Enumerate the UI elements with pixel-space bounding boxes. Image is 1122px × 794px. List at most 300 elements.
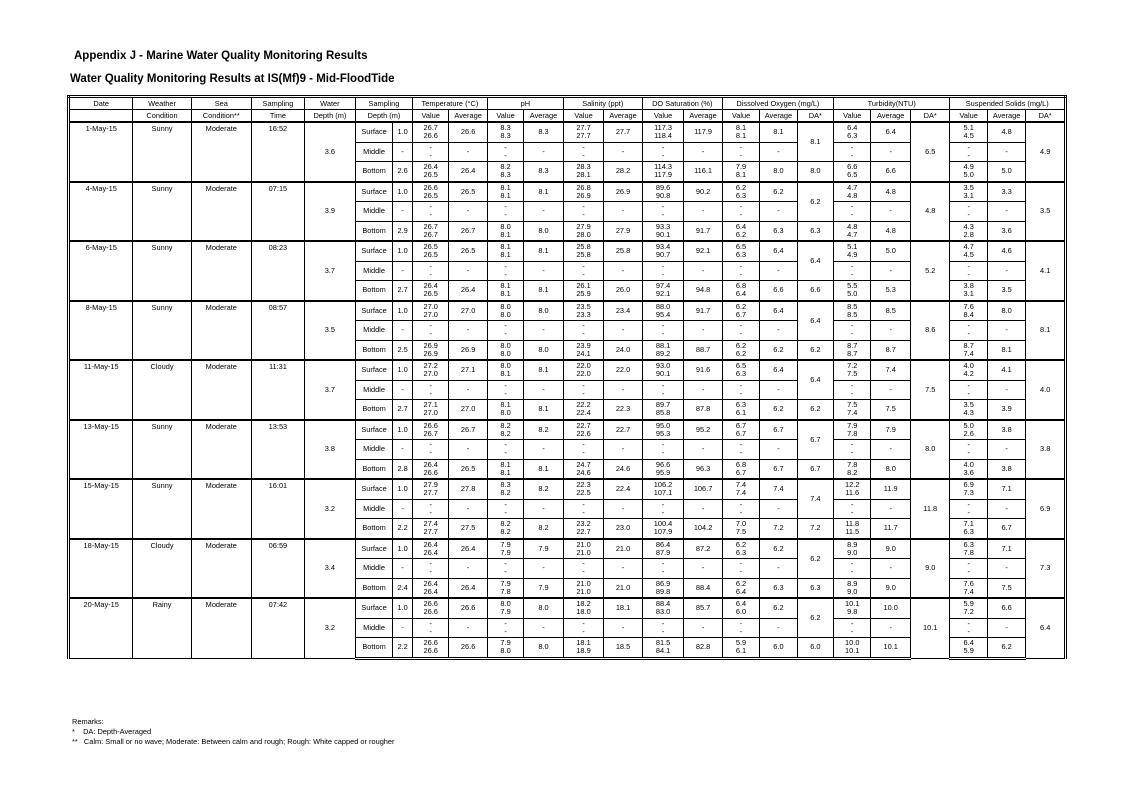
ph-values-2: 7.9 xyxy=(500,607,511,617)
turbidity-values-2: - xyxy=(851,567,854,577)
sampling-time-cell: 16:52 xyxy=(251,122,304,182)
suspended-solids-average: 7.1 xyxy=(987,539,1025,559)
turbidity-values-2: 9.0 xyxy=(847,586,858,596)
weather-cell: Cloudy xyxy=(133,360,191,420)
sampling-depth-cell: 2.2 xyxy=(393,638,413,659)
dissolved-oxygen-values xyxy=(722,301,759,321)
salinity-average: 27.9 xyxy=(604,221,642,241)
header-sampling-depth: Sampling xyxy=(355,97,412,110)
temperature-values xyxy=(413,499,449,519)
salinity-values-2: 26.9 xyxy=(576,190,591,200)
do-saturation-values-1: 89.6 xyxy=(655,182,671,192)
turbidity-average: - xyxy=(871,440,911,460)
turbidity-values-2: 8.7 xyxy=(847,348,858,358)
dissolved-oxygen-bottom-da: 6.3 xyxy=(797,578,833,598)
salinity-values-1: 18.1 xyxy=(576,638,591,648)
salinity-values xyxy=(563,618,604,638)
salinity-values xyxy=(563,122,604,142)
temperature-values-1: - xyxy=(429,440,432,450)
salinity-values-1: 25.8 xyxy=(576,242,591,252)
do-saturation-values xyxy=(642,360,684,380)
suspended-solids-values xyxy=(950,380,987,400)
suspended-solids-da: 3.8 xyxy=(1026,420,1066,480)
temperature-values xyxy=(413,539,449,559)
turbidity-values-1: 4.8 xyxy=(847,221,858,231)
ph-values xyxy=(487,539,523,559)
ph-values xyxy=(487,321,523,341)
do-saturation-average: - xyxy=(684,321,722,341)
temperature-values-2: 27.7 xyxy=(423,488,438,498)
dissolved-oxygen-values-2: 6.2 xyxy=(735,229,747,239)
salinity-average: 22.7 xyxy=(604,420,642,440)
ph-values-1: 8.2 xyxy=(500,420,511,430)
temperature-average: 26.4 xyxy=(449,578,487,598)
suspended-solids-values-2: 3.1 xyxy=(963,190,974,200)
sampling-depth-cell: 1.0 xyxy=(393,479,413,499)
temperature-values xyxy=(413,360,449,380)
dissolved-oxygen-average: 6.2 xyxy=(760,340,797,360)
do-saturation-values-1: - xyxy=(661,499,665,509)
salinity-values-2: 22.4 xyxy=(576,408,591,418)
dissolved-oxygen-values-1: 7.4 xyxy=(735,480,747,490)
do-saturation-average: - xyxy=(684,499,722,519)
dissolved-oxygen-values xyxy=(722,440,759,460)
turbidity-values-1: - xyxy=(851,618,854,628)
ph-values-1: - xyxy=(504,618,507,628)
dissolved-oxygen-values xyxy=(722,360,759,380)
suspended-solids-values-1: 5.0 xyxy=(963,420,974,430)
sampling-depth-cell: 1.0 xyxy=(393,301,413,321)
suspended-solids-values-2: 2.8 xyxy=(963,229,974,239)
dissolved-oxygen-values xyxy=(722,559,759,579)
ph-values xyxy=(487,142,523,162)
turbidity-average: 6.6 xyxy=(871,162,911,182)
dissolved-oxygen-values-1: - xyxy=(739,321,743,331)
do-saturation-values xyxy=(642,539,684,559)
suspended-solids-values-2: 7.2 xyxy=(963,607,974,617)
dissolved-oxygen-values-1: 5.9 xyxy=(735,638,747,648)
water-depth-cell: 3.9 xyxy=(304,182,355,242)
turbidity-average: - xyxy=(871,499,911,519)
turbidity-average: 9.0 xyxy=(871,578,911,598)
ph-average: 8.2 xyxy=(524,519,564,539)
suspended-solids-values-2: - xyxy=(967,269,970,279)
ph-values-1: 8.0 xyxy=(500,221,511,231)
table-row xyxy=(69,360,1066,380)
temperature-values xyxy=(413,459,449,479)
do-saturation-average: 87.2 xyxy=(684,539,722,559)
sampling-time-cell: 08:23 xyxy=(251,241,304,301)
salinity-average: 21.0 xyxy=(604,539,642,559)
turbidity-da: 6.5 xyxy=(910,122,950,182)
dissolved-oxygen-bottom-da: 6.2 xyxy=(797,400,833,420)
turbidity-values xyxy=(834,559,871,579)
turbidity-values xyxy=(834,281,871,301)
sampling-level-cell: Surface xyxy=(355,420,392,440)
do-saturation-values xyxy=(642,578,684,598)
suspended-solids-values-1: 3.5 xyxy=(963,400,974,410)
sampling-depth-cell: 2.8 xyxy=(393,459,413,479)
temperature-average: 26.4 xyxy=(449,281,487,301)
do-saturation-values-2: 92.1 xyxy=(655,289,671,299)
turbidity-values xyxy=(834,380,871,400)
do-saturation-average: 117.9 xyxy=(684,122,722,142)
turbidity-values-2: 4.8 xyxy=(847,190,858,200)
salinity-values-2: 24.6 xyxy=(576,467,591,477)
sampling-time-cell: 16:01 xyxy=(251,479,304,539)
salinity-average: 22.0 xyxy=(604,360,642,380)
ph-values-2: 8.0 xyxy=(500,408,511,418)
ph-values-1: - xyxy=(504,202,507,212)
temperature-values-1: - xyxy=(429,142,432,152)
water-quality-table xyxy=(67,95,1067,660)
do-saturation-values xyxy=(642,340,684,360)
salinity-average: 22.4 xyxy=(604,479,642,499)
dissolved-oxygen-values-2: - xyxy=(739,507,743,517)
suspended-solids-values-2: - xyxy=(967,150,970,160)
salinity-average: 27.7 xyxy=(604,122,642,142)
salinity-average: - xyxy=(604,618,642,638)
dissolved-oxygen-da: 7.4 xyxy=(797,479,833,519)
ph-values-2: 8.2 xyxy=(500,488,511,498)
header-average: Average xyxy=(987,110,1025,123)
temperature-values xyxy=(413,400,449,420)
suspended-solids-values xyxy=(950,202,987,222)
do-saturation-values-2: 107.9 xyxy=(653,527,673,537)
temperature-values-1: 27.9 xyxy=(423,480,438,490)
header-value: Value xyxy=(413,110,449,123)
turbidity-values-2: - xyxy=(851,210,854,220)
dissolved-oxygen-bottom-da: 6.0 xyxy=(797,638,833,659)
do-saturation-values xyxy=(642,122,684,142)
ph-values xyxy=(487,559,523,579)
temperature-values-1: - xyxy=(429,559,432,569)
suspended-solids-average: 3.3 xyxy=(987,182,1025,202)
suspended-solids-values-2: 7.4 xyxy=(963,586,974,596)
turbidity-values-1: 10.1 xyxy=(845,599,860,609)
weather-cell: Cloudy xyxy=(133,539,191,599)
salinity-average: 28.2 xyxy=(604,162,642,182)
salinity-values xyxy=(563,380,604,400)
turbidity-values-1: 8.7 xyxy=(847,340,858,350)
temperature-values xyxy=(413,301,449,321)
salinity-average: 23.4 xyxy=(604,301,642,321)
dissolved-oxygen-average: - xyxy=(760,440,797,460)
salinity-values-1: - xyxy=(582,440,585,450)
ph-values-1: 8.1 xyxy=(500,242,511,252)
suspended-solids-average: 3.6 xyxy=(987,221,1025,241)
ph-values-2: 7.8 xyxy=(500,586,511,596)
ph-values-1: 8.0 xyxy=(500,340,511,350)
ph-values-1: 8.1 xyxy=(500,281,511,291)
temperature-values-2: - xyxy=(429,329,432,339)
dissolved-oxygen-values-2: 6.7 xyxy=(735,309,747,319)
do-saturation-values-1: 88.1 xyxy=(655,340,671,350)
salinity-values-2: - xyxy=(582,329,585,339)
dissolved-oxygen-values xyxy=(722,539,759,559)
dissolved-oxygen-bottom-da: 6.3 xyxy=(797,221,833,241)
temperature-values-2: 26.6 xyxy=(423,607,438,617)
temperature-values-2: 26.5 xyxy=(423,170,438,180)
salinity-values xyxy=(563,261,604,281)
header-sampling-time-sub: Time xyxy=(251,110,304,123)
ph-values-1: - xyxy=(504,380,507,390)
header-average: Average xyxy=(449,110,487,123)
ph-values xyxy=(487,578,523,598)
temperature-values-2: 27.0 xyxy=(423,309,438,319)
ph-average: 7.9 xyxy=(524,578,564,598)
salinity-values xyxy=(563,321,604,341)
temperature-values xyxy=(413,479,449,499)
header-suspended-solids: Suspended Solids (mg/L) xyxy=(950,97,1066,110)
date-cell: 15-May-15 xyxy=(69,479,133,539)
salinity-values-2: - xyxy=(582,507,585,517)
weather-cell: Sunny xyxy=(133,420,191,480)
do-saturation-values-1: 86.9 xyxy=(655,578,671,588)
sampling-level-cell: Bottom xyxy=(355,638,392,659)
sea-condition-cell: Moderate xyxy=(191,420,251,480)
salinity-values xyxy=(563,202,604,222)
ph-values-1: - xyxy=(504,261,507,271)
ph-values-2: 8.0 xyxy=(500,348,511,358)
turbidity-values-1: - xyxy=(851,261,854,271)
temperature-values-1: 26.6 xyxy=(423,420,438,430)
temperature-average: - xyxy=(449,321,487,341)
turbidity-values xyxy=(834,321,871,341)
turbidity-average: 8.5 xyxy=(871,301,911,321)
do-saturation-average: - xyxy=(684,261,722,281)
weather-cell: Sunny xyxy=(133,301,191,361)
turbidity-values-2: 6.5 xyxy=(847,170,858,180)
header-value: Value xyxy=(642,110,684,123)
turbidity-da: 11.8 xyxy=(910,479,950,539)
suspended-solids-values-1: 5.9 xyxy=(963,599,974,609)
turbidity-average: - xyxy=(871,618,911,638)
ph-values-2: 8.1 xyxy=(500,229,511,239)
sampling-level-cell: Middle xyxy=(355,440,392,460)
temperature-values-2: 26.6 xyxy=(423,467,438,477)
sampling-depth-cell: - xyxy=(393,499,413,519)
ph-values-2: - xyxy=(504,329,507,339)
header-da: DA* xyxy=(797,110,833,123)
do-saturation-values-2: 118.4 xyxy=(654,131,673,141)
temperature-values-2: - xyxy=(429,567,432,577)
ph-average: 8.2 xyxy=(524,479,564,499)
turbidity-average: 7.4 xyxy=(871,360,911,380)
header-blank xyxy=(69,110,133,123)
ph-values-1: - xyxy=(504,440,507,450)
suspended-solids-values-2: 2.6 xyxy=(963,428,974,438)
do-saturation-values-1: 117.3 xyxy=(654,123,673,133)
salinity-average: 22.3 xyxy=(604,400,642,420)
sampling-level-cell: Surface xyxy=(355,360,392,380)
suspended-solids-values-2: - xyxy=(967,388,970,398)
water-depth-cell: 3.2 xyxy=(304,598,355,658)
dissolved-oxygen-average: - xyxy=(760,142,797,162)
do-saturation-average: 96.3 xyxy=(684,459,722,479)
suspended-solids-da: 4.1 xyxy=(1026,241,1066,301)
turbidity-values xyxy=(834,420,871,440)
salinity-values-1: 21.0 xyxy=(576,578,591,588)
turbidity-values-2: 9.0 xyxy=(847,547,858,557)
salinity-values-2: 18.0 xyxy=(576,607,591,617)
turbidity-values xyxy=(834,202,871,222)
salinity-values-1: - xyxy=(582,202,585,212)
ph-values-1: 8.0 xyxy=(500,301,511,311)
sampling-level-cell: Bottom xyxy=(355,578,392,598)
suspended-solids-values xyxy=(950,281,987,301)
temperature-values-1: 27.0 xyxy=(423,301,438,311)
turbidity-values-1: 12.2 xyxy=(845,480,860,490)
salinity-values xyxy=(563,221,604,241)
dissolved-oxygen-values-2: 6.1 xyxy=(735,408,747,418)
turbidity-values-2: - xyxy=(851,329,854,339)
suspended-solids-values xyxy=(950,340,987,360)
turbidity-values-1: 8.9 xyxy=(847,578,858,588)
salinity-values-1: 22.7 xyxy=(576,420,591,430)
turbidity-values-1: 5.5 xyxy=(847,281,858,291)
turbidity-values-1: - xyxy=(851,142,854,152)
salinity-values xyxy=(563,301,604,321)
turbidity-values xyxy=(834,519,871,539)
dissolved-oxygen-values-1: 6.5 xyxy=(735,242,747,252)
suspended-solids-da: 7.3 xyxy=(1026,539,1066,599)
turbidity-average: 10.0 xyxy=(871,598,911,618)
sampling-depth-cell: - xyxy=(393,202,413,222)
ph-values xyxy=(487,301,523,321)
sea-condition-cell: Moderate xyxy=(191,539,251,599)
dissolved-oxygen-average: 8.0 xyxy=(760,162,797,182)
sampling-depth-cell: 2.7 xyxy=(393,400,413,420)
turbidity-average: - xyxy=(871,142,911,162)
dissolved-oxygen-values-2: - xyxy=(739,388,743,398)
dissolved-oxygen-values-2: 6.7 xyxy=(735,467,747,477)
sampling-time-cell: 13:53 xyxy=(251,420,304,480)
ph-values xyxy=(487,638,523,659)
turbidity-values-1: - xyxy=(851,321,854,331)
salinity-average: 25.8 xyxy=(604,241,642,261)
sampling-depth-cell: 2.4 xyxy=(393,578,413,598)
dissolved-oxygen-values-1: 6.5 xyxy=(735,361,747,371)
suspended-solids-values xyxy=(950,241,987,261)
dissolved-oxygen-values-1: - xyxy=(739,499,743,509)
ph-values-2: - xyxy=(504,567,507,577)
temperature-values xyxy=(413,142,449,162)
ph-values-1: 8.1 xyxy=(500,459,511,469)
table-row xyxy=(69,241,1066,261)
do-saturation-values xyxy=(642,301,684,321)
suspended-solids-values xyxy=(950,618,987,638)
turbidity-average: - xyxy=(871,559,911,579)
temperature-values xyxy=(413,380,449,400)
salinity-values-2: - xyxy=(582,210,585,220)
suspended-solids-values-1: - xyxy=(967,559,970,569)
sampling-level-cell: Middle xyxy=(355,261,392,281)
ph-average: 8.3 xyxy=(524,122,564,142)
suspended-solids-values-2: - xyxy=(967,507,970,517)
suspended-solids-average: - xyxy=(987,142,1025,162)
salinity-values-1: 27.9 xyxy=(576,221,591,231)
suspended-solids-average: 7.5 xyxy=(987,578,1025,598)
dissolved-oxygen-average: 7.2 xyxy=(760,519,797,539)
dissolved-oxygen-values-1: - xyxy=(739,559,743,569)
header-value: Value xyxy=(563,110,604,123)
sea-condition-cell: Moderate xyxy=(191,122,251,182)
temperature-values xyxy=(413,440,449,460)
dissolved-oxygen-average: 6.0 xyxy=(760,638,797,659)
suspended-solids-values xyxy=(950,459,987,479)
turbidity-values xyxy=(834,638,871,659)
ph-average: 7.9 xyxy=(524,539,564,559)
dissolved-oxygen-values-1: 6.8 xyxy=(735,281,747,291)
do-saturation-values-2: - xyxy=(661,567,665,577)
do-saturation-average: 88.4 xyxy=(684,578,722,598)
sampling-level-cell: Bottom xyxy=(355,340,392,360)
temperature-values-2: 26.6 xyxy=(423,131,438,141)
dissolved-oxygen-values xyxy=(722,202,759,222)
sampling-time-cell: 07:15 xyxy=(251,182,304,242)
do-saturation-values-1: 89.7 xyxy=(655,400,671,410)
ph-values-2: 8.0 xyxy=(500,646,511,656)
remarks xyxy=(72,717,394,747)
temperature-values xyxy=(413,281,449,301)
do-saturation-values xyxy=(642,182,684,202)
suspended-solids-average: 3.8 xyxy=(987,420,1025,440)
dissolved-oxygen-values-1: - xyxy=(739,380,743,390)
table-body xyxy=(69,122,1066,658)
dissolved-oxygen-values-1: - xyxy=(739,261,743,271)
salinity-values-2: 21.0 xyxy=(576,586,591,596)
sampling-depth-cell: - xyxy=(393,142,413,162)
temperature-average: 27.1 xyxy=(449,360,487,380)
do-saturation-values-1: 106.2 xyxy=(653,480,673,490)
header-value: Value xyxy=(834,110,871,123)
do-saturation-values-2: - xyxy=(661,388,665,398)
dissolved-oxygen-values xyxy=(722,182,759,202)
sampling-depth-cell: - xyxy=(393,618,413,638)
header-ph: pH xyxy=(487,97,563,110)
salinity-average: 18.5 xyxy=(604,638,642,659)
suspended-solids-average: 4.8 xyxy=(987,122,1025,142)
salinity-values-2: 22.7 xyxy=(576,527,591,537)
suspended-solids-values-2: 7.3 xyxy=(963,488,974,498)
date-cell: 4-May-15 xyxy=(69,182,133,242)
water-depth-cell: 3.5 xyxy=(304,301,355,361)
ph-values-1: - xyxy=(504,499,507,509)
suspended-solids-values-1: 7.6 xyxy=(963,578,974,588)
temperature-average: 26.9 xyxy=(449,340,487,360)
dissolved-oxygen-average: 6.6 xyxy=(760,281,797,301)
ph-values xyxy=(487,598,523,618)
turbidity-values xyxy=(834,499,871,519)
header-value: Value xyxy=(722,110,759,123)
suspended-solids-values-1: - xyxy=(967,499,970,509)
do-saturation-values-2: 117.9 xyxy=(654,170,673,180)
temperature-average: 26.5 xyxy=(449,459,487,479)
temperature-values-2: 26.4 xyxy=(423,586,438,596)
do-saturation-values-1: 86.4 xyxy=(655,539,671,549)
ph-average: 8.0 xyxy=(524,598,564,618)
turbidity-average: - xyxy=(871,380,911,400)
dissolved-oxygen-values-2: 6.3 xyxy=(735,369,747,379)
suspended-solids-values-2: 7.8 xyxy=(963,547,974,557)
temperature-values-1: - xyxy=(429,618,432,628)
suspended-solids-values-1: - xyxy=(967,261,970,271)
header-sea-sub: Condition** xyxy=(191,110,251,123)
ph-values-2: - xyxy=(504,507,507,517)
dissolved-oxygen-values-1: 6.8 xyxy=(735,459,747,469)
ph-values xyxy=(487,380,523,400)
